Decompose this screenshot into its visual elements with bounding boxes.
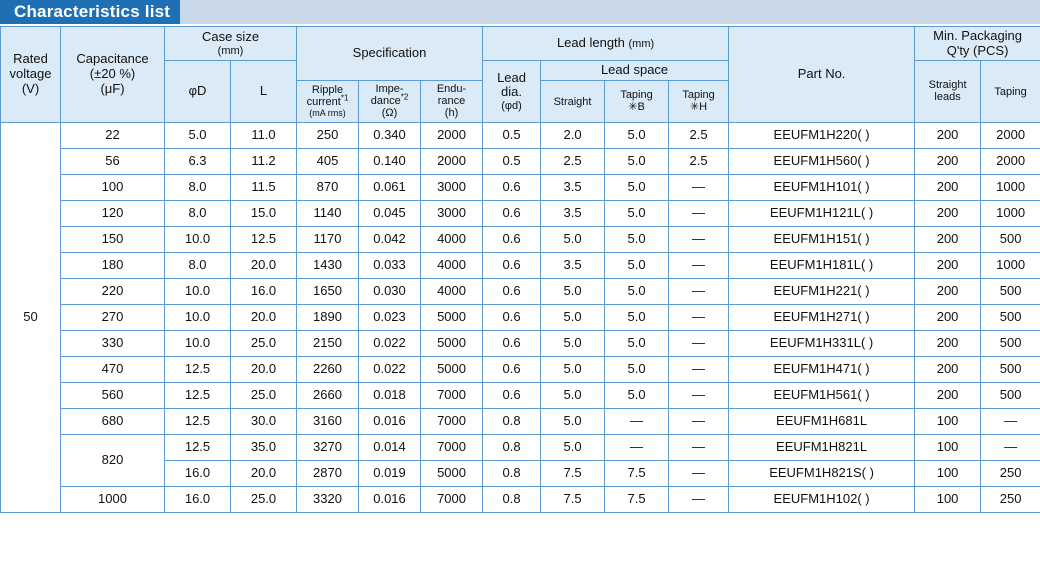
characteristics-table (0, 26, 1040, 513)
cell-lead-dia: 0.6 (483, 382, 541, 408)
cell-pkg-taping: 1000 (981, 200, 1040, 226)
cell-case-length: 25.0 (231, 486, 297, 512)
cell-impedance: 0.042 (359, 226, 421, 252)
header-taping-h-l2: ✳H (689, 101, 708, 114)
cell-impedance: 0.030 (359, 278, 421, 304)
cell-lead-space-straight: 5.0 (541, 434, 605, 460)
cell-lead-space-taping-h: — (669, 486, 729, 512)
cell-capacitance: 330 (61, 330, 165, 356)
cell-case-length: 11.5 (231, 174, 297, 200)
cell-lead-space-straight: 5.0 (541, 356, 605, 382)
header-capacitance-l1: Capacitance (76, 51, 149, 67)
header-min-packaging-l1: Min. Packaging (933, 28, 1023, 43)
header-ripple-l1: Ripple (311, 83, 344, 96)
cell-case-phid: 10.0 (165, 330, 231, 356)
table-row (1, 486, 1040, 512)
cell-lead-dia: 0.5 (483, 148, 541, 174)
header-endurance-l1: Endu- (436, 82, 467, 95)
header-lead-dia (483, 61, 541, 122)
cell-impedance: 0.014 (359, 434, 421, 460)
cell-pkg-straight-leads: 200 (915, 278, 981, 304)
cell-capacitance: 680 (61, 408, 165, 434)
cell-lead-space-taping-b: 5.0 (605, 252, 669, 278)
table-row (1, 252, 1040, 278)
header-impedance-footnote: *2 (400, 92, 409, 102)
cell-capacitance: 150 (61, 226, 165, 252)
page-title: Characteristics list (0, 0, 180, 24)
cell-ripple-current: 1650 (297, 278, 359, 304)
cell-ripple-current: 2870 (297, 460, 359, 486)
cell-pkg-straight-leads: 100 (915, 408, 981, 434)
cell-case-length: 12.5 (231, 226, 297, 252)
cell-case-length: 35.0 (231, 434, 297, 460)
cell-part-no: EEUFM1H221( ) (729, 278, 915, 304)
section-title-bar (0, 0, 1040, 24)
cell-capacitance: 1000 (61, 486, 165, 512)
header-capacitance-l3: (μF) (100, 80, 125, 96)
cell-lead-space-taping-h: — (669, 226, 729, 252)
cell-pkg-straight-leads: 100 (915, 434, 981, 460)
header-case-size-l1: Case size (201, 29, 260, 45)
cell-case-phid: 10.0 (165, 304, 231, 330)
characteristics-table-body (1, 122, 1040, 512)
header-lead-length-l2: (mm) (628, 38, 655, 51)
cell-lead-dia: 0.8 (483, 408, 541, 434)
header-lead-length-l1: Lead length (556, 35, 625, 51)
cell-lead-dia: 0.8 (483, 434, 541, 460)
cell-pkg-straight-leads: 200 (915, 122, 981, 148)
cell-capacitance: 120 (61, 200, 165, 226)
cell-ripple-current: 1140 (297, 200, 359, 226)
header-part-no-label: Part No. (797, 66, 846, 82)
cell-lead-dia: 0.6 (483, 278, 541, 304)
header-lead-space-label: Lead space (600, 62, 669, 78)
cell-part-no: EEUFM1H471( ) (729, 356, 915, 382)
cell-lead-space-straight: 2.5 (541, 148, 605, 174)
cell-part-no: EEUFM1H181L( ) (729, 252, 915, 278)
cell-ripple-current: 870 (297, 174, 359, 200)
cell-lead-space-taping-b: 5.0 (605, 148, 669, 174)
header-straight-leads-l1: Straight (928, 79, 967, 92)
cell-lead-space-taping-h: 2.5 (669, 148, 729, 174)
header-lead-dia-l2: dia. (501, 84, 523, 100)
header-lead-space-taping-h (669, 80, 729, 122)
table-row (1, 226, 1040, 252)
header-endurance-l3: (h) (444, 107, 459, 120)
table-row (1, 330, 1040, 356)
cell-lead-space-taping-h: — (669, 252, 729, 278)
cell-case-length: 11.0 (231, 122, 297, 148)
cell-impedance: 0.016 (359, 408, 421, 434)
cell-endurance: 7000 (421, 408, 483, 434)
header-taping-b-l1: Taping (620, 88, 653, 101)
cell-lead-space-straight: 7.5 (541, 486, 605, 512)
cell-case-phid: 10.0 (165, 278, 231, 304)
cell-capacitance: 470 (61, 356, 165, 382)
cell-pkg-taping: 2000 (981, 148, 1040, 174)
header-taping-pkg (981, 61, 1040, 122)
header-min-packaging (915, 27, 1040, 61)
header-ripple-l2-wrap (299, 93, 356, 109)
cell-lead-space-straight: 5.0 (541, 330, 605, 356)
cell-endurance: 3000 (421, 200, 483, 226)
cell-capacitance: 820 (61, 434, 165, 486)
header-phi-d-label: φD (188, 83, 207, 99)
header-lead-dia-l3: (φd) (501, 99, 522, 112)
table-row (1, 304, 1040, 330)
header-rated-voltage-l2: voltage (9, 66, 52, 82)
cell-pkg-straight-leads: 200 (915, 330, 981, 356)
cell-ripple-current: 3320 (297, 486, 359, 512)
cell-lead-space-straight: 7.5 (541, 460, 605, 486)
cell-impedance: 0.061 (359, 174, 421, 200)
cell-case-phid: 8.0 (165, 174, 231, 200)
cell-lead-space-taping-b: 5.0 (605, 122, 669, 148)
cell-impedance: 0.016 (359, 486, 421, 512)
cell-case-length: 25.0 (231, 382, 297, 408)
cell-endurance: 3000 (421, 174, 483, 200)
cell-ripple-current: 405 (297, 148, 359, 174)
cell-lead-space-straight: 3.5 (541, 252, 605, 278)
cell-endurance: 2000 (421, 148, 483, 174)
cell-pkg-straight-leads: 200 (915, 200, 981, 226)
cell-pkg-taping: 500 (981, 382, 1040, 408)
cell-pkg-straight-leads: 200 (915, 148, 981, 174)
cell-ripple-current: 2660 (297, 382, 359, 408)
cell-lead-space-taping-h: — (669, 200, 729, 226)
cell-lead-space-taping-b: 5.0 (605, 174, 669, 200)
cell-case-length: 25.0 (231, 330, 297, 356)
header-impedance-l2: dance (370, 94, 401, 107)
cell-ripple-current: 3270 (297, 434, 359, 460)
cell-part-no: EEUFM1H101( ) (729, 174, 915, 200)
cell-lead-dia: 0.6 (483, 356, 541, 382)
cell-lead-space-straight: 5.0 (541, 226, 605, 252)
cell-case-phid: 16.0 (165, 460, 231, 486)
cell-lead-dia: 0.6 (483, 174, 541, 200)
header-min-packaging-l2: Q'ty (PCS) (946, 42, 1009, 58)
header-row-1 (1, 27, 1040, 61)
header-endurance-l2: rance (437, 94, 466, 107)
header-ripple-l2: current (306, 96, 341, 109)
header-capacitance-l2: (±20 %) (89, 66, 136, 82)
table-row (1, 278, 1040, 304)
header-lead-space-straight (541, 80, 605, 122)
cell-capacitance: 270 (61, 304, 165, 330)
header-impedance-l3: (Ω) (381, 107, 398, 120)
cell-endurance: 4000 (421, 226, 483, 252)
cell-case-phid: 12.5 (165, 382, 231, 408)
cell-lead-dia: 0.6 (483, 304, 541, 330)
cell-endurance: 5000 (421, 304, 483, 330)
cell-case-length: 30.0 (231, 408, 297, 434)
cell-capacitance: 180 (61, 252, 165, 278)
header-lead-length (483, 27, 729, 61)
cell-pkg-taping: 1000 (981, 252, 1040, 278)
header-impedance-l2-wrap (361, 92, 418, 107)
header-rated-voltage-l3: (V) (21, 80, 40, 96)
cell-lead-space-taping-b: — (605, 408, 669, 434)
header-taping-pkg-label: Taping (994, 86, 1027, 99)
cell-lead-space-taping-b: 7.5 (605, 486, 669, 512)
cell-ripple-current: 1890 (297, 304, 359, 330)
cell-ripple-current: 2260 (297, 356, 359, 382)
cell-lead-dia: 0.5 (483, 122, 541, 148)
cell-endurance: 7000 (421, 486, 483, 512)
cell-lead-space-straight: 5.0 (541, 278, 605, 304)
cell-case-length: 11.2 (231, 148, 297, 174)
cell-lead-space-taping-h: — (669, 304, 729, 330)
table-row (1, 408, 1040, 434)
cell-impedance: 0.023 (359, 304, 421, 330)
cell-part-no: EEUFM1H121L( ) (729, 200, 915, 226)
cell-pkg-taping: 250 (981, 460, 1040, 486)
cell-lead-space-taping-h: — (669, 382, 729, 408)
cell-case-phid: 12.5 (165, 408, 231, 434)
cell-part-no: EEUFM1H271( ) (729, 304, 915, 330)
cell-endurance: 5000 (421, 460, 483, 486)
cell-pkg-taping: 500 (981, 304, 1040, 330)
cell-impedance: 0.140 (359, 148, 421, 174)
cell-ripple-current: 1430 (297, 252, 359, 278)
cell-pkg-straight-leads: 200 (915, 252, 981, 278)
cell-impedance: 0.022 (359, 330, 421, 356)
cell-part-no: EEUFM1H102( ) (729, 486, 915, 512)
cell-lead-dia: 0.6 (483, 226, 541, 252)
cell-lead-space-taping-h: — (669, 330, 729, 356)
header-lead-dia-l1: Lead (497, 69, 526, 85)
cell-lead-space-taping-b: — (605, 434, 669, 460)
cell-pkg-straight-leads: 200 (915, 382, 981, 408)
header-length-l-label: L (259, 83, 268, 99)
cell-endurance: 7000 (421, 434, 483, 460)
header-ripple-footnote: *1 (340, 93, 349, 103)
header-ripple-l3: (mA rms) (309, 108, 346, 119)
header-specification-label: Specification (352, 45, 427, 61)
cell-lead-space-taping-b: 5.0 (605, 226, 669, 252)
cell-pkg-straight-leads: 100 (915, 486, 981, 512)
cell-lead-space-taping-b: 5.0 (605, 200, 669, 226)
cell-part-no: EEUFM1H821L (729, 434, 915, 460)
cell-capacitance: 560 (61, 382, 165, 408)
table-row (1, 382, 1040, 408)
header-taping-h-l1: Taping (682, 88, 715, 101)
title-bar-filler (180, 0, 1040, 24)
header-impedance (359, 80, 421, 122)
cell-impedance: 0.022 (359, 356, 421, 382)
cell-case-phid: 10.0 (165, 226, 231, 252)
cell-lead-space-taping-h: 2.5 (669, 122, 729, 148)
cell-case-phid: 12.5 (165, 434, 231, 460)
cell-ripple-current: 3160 (297, 408, 359, 434)
cell-pkg-taping: 500 (981, 278, 1040, 304)
cell-lead-space-straight: 3.5 (541, 174, 605, 200)
cell-capacitance: 100 (61, 174, 165, 200)
cell-case-length: 20.0 (231, 304, 297, 330)
cell-lead-space-taping-h: — (669, 356, 729, 382)
header-taping-b-l2: ✳B (628, 101, 645, 114)
cell-endurance: 4000 (421, 278, 483, 304)
header-specification (297, 27, 483, 81)
cell-impedance: 0.019 (359, 460, 421, 486)
cell-impedance: 0.045 (359, 200, 421, 226)
cell-pkg-taping: 1000 (981, 174, 1040, 200)
cell-pkg-taping: 500 (981, 356, 1040, 382)
cell-endurance: 4000 (421, 252, 483, 278)
cell-ripple-current: 2150 (297, 330, 359, 356)
cell-case-phid: 8.0 (165, 252, 231, 278)
header-endurance (421, 80, 483, 122)
cell-case-length: 20.0 (231, 252, 297, 278)
cell-pkg-straight-leads: 200 (915, 174, 981, 200)
header-straight-label: Straight (553, 95, 592, 108)
cell-case-length: 15.0 (231, 200, 297, 226)
cell-lead-space-taping-b: 5.0 (605, 382, 669, 408)
cell-lead-space-straight: 5.0 (541, 304, 605, 330)
cell-endurance: 2000 (421, 122, 483, 148)
header-straight-leads (915, 61, 981, 122)
cell-pkg-taping: — (981, 408, 1040, 434)
header-part-no (729, 27, 915, 123)
cell-rated-voltage: 50 (1, 122, 61, 512)
cell-lead-space-taping-b: 5.0 (605, 330, 669, 356)
table-row (1, 174, 1040, 200)
cell-pkg-taping: 250 (981, 486, 1040, 512)
cell-part-no: EEUFM1H681L (729, 408, 915, 434)
cell-part-no: EEUFM1H561( ) (729, 382, 915, 408)
header-case-size (165, 27, 297, 61)
cell-part-no: EEUFM1H821S( ) (729, 460, 915, 486)
cell-pkg-straight-leads: 200 (915, 304, 981, 330)
cell-part-no: EEUFM1H331L( ) (729, 330, 915, 356)
cell-lead-space-taping-h: — (669, 174, 729, 200)
header-rated-voltage (1, 27, 61, 123)
cell-lead-space-straight: 5.0 (541, 382, 605, 408)
table-row (1, 434, 1040, 460)
cell-part-no: EEUFM1H151( ) (729, 226, 915, 252)
header-length-l (231, 61, 297, 122)
cell-lead-space-straight: 2.0 (541, 122, 605, 148)
cell-lead-dia: 0.6 (483, 252, 541, 278)
cell-impedance: 0.340 (359, 122, 421, 148)
cell-lead-space-taping-h: — (669, 278, 729, 304)
cell-endurance: 7000 (421, 382, 483, 408)
header-lead-space (541, 61, 729, 81)
cell-capacitance: 56 (61, 148, 165, 174)
header-case-size-l2: (mm) (217, 44, 244, 57)
header-rated-voltage-l1: Rated (13, 51, 48, 67)
cell-lead-space-taping-h: — (669, 434, 729, 460)
cell-pkg-straight-leads: 100 (915, 460, 981, 486)
cell-case-length: 20.0 (231, 356, 297, 382)
cell-lead-space-taping-b: 5.0 (605, 278, 669, 304)
cell-capacitance: 22 (61, 122, 165, 148)
cell-lead-dia: 0.6 (483, 330, 541, 356)
cell-lead-space-straight: 3.5 (541, 200, 605, 226)
header-phi-d (165, 61, 231, 122)
cell-pkg-taping: — (981, 434, 1040, 460)
cell-case-phid: 12.5 (165, 356, 231, 382)
cell-lead-space-taping-h: — (669, 408, 729, 434)
cell-lead-space-taping-b: 5.0 (605, 304, 669, 330)
cell-pkg-taping: 500 (981, 226, 1040, 252)
cell-ripple-current: 250 (297, 122, 359, 148)
cell-impedance: 0.018 (359, 382, 421, 408)
table-row (1, 148, 1040, 174)
header-lead-space-taping-b (605, 80, 669, 122)
table-row (1, 356, 1040, 382)
cell-case-length: 20.0 (231, 460, 297, 486)
cell-ripple-current: 1170 (297, 226, 359, 252)
cell-part-no: EEUFM1H560( ) (729, 148, 915, 174)
cell-lead-dia: 0.6 (483, 200, 541, 226)
cell-endurance: 5000 (421, 330, 483, 356)
header-straight-leads-l2: leads (934, 91, 961, 104)
cell-lead-space-taping-b: 5.0 (605, 356, 669, 382)
cell-pkg-straight-leads: 200 (915, 356, 981, 382)
table-row (1, 200, 1040, 226)
cell-case-length: 16.0 (231, 278, 297, 304)
cell-case-phid: 8.0 (165, 200, 231, 226)
cell-pkg-taping: 500 (981, 330, 1040, 356)
cell-lead-space-taping-h: — (669, 460, 729, 486)
cell-part-no: EEUFM1H220( ) (729, 122, 915, 148)
cell-impedance: 0.033 (359, 252, 421, 278)
header-ripple-current (297, 80, 359, 122)
cell-lead-dia: 0.8 (483, 486, 541, 512)
cell-lead-space-taping-b: 7.5 (605, 460, 669, 486)
header-impedance-l1: Impe- (375, 82, 404, 95)
cell-case-phid: 5.0 (165, 122, 231, 148)
cell-endurance: 5000 (421, 356, 483, 382)
cell-pkg-taping: 2000 (981, 122, 1040, 148)
cell-capacitance: 220 (61, 278, 165, 304)
cell-pkg-straight-leads: 200 (915, 226, 981, 252)
header-capacitance (61, 27, 165, 123)
cell-case-phid: 16.0 (165, 486, 231, 512)
cell-lead-space-straight: 5.0 (541, 408, 605, 434)
cell-lead-dia: 0.8 (483, 460, 541, 486)
cell-case-phid: 6.3 (165, 148, 231, 174)
table-row (1, 122, 1040, 148)
